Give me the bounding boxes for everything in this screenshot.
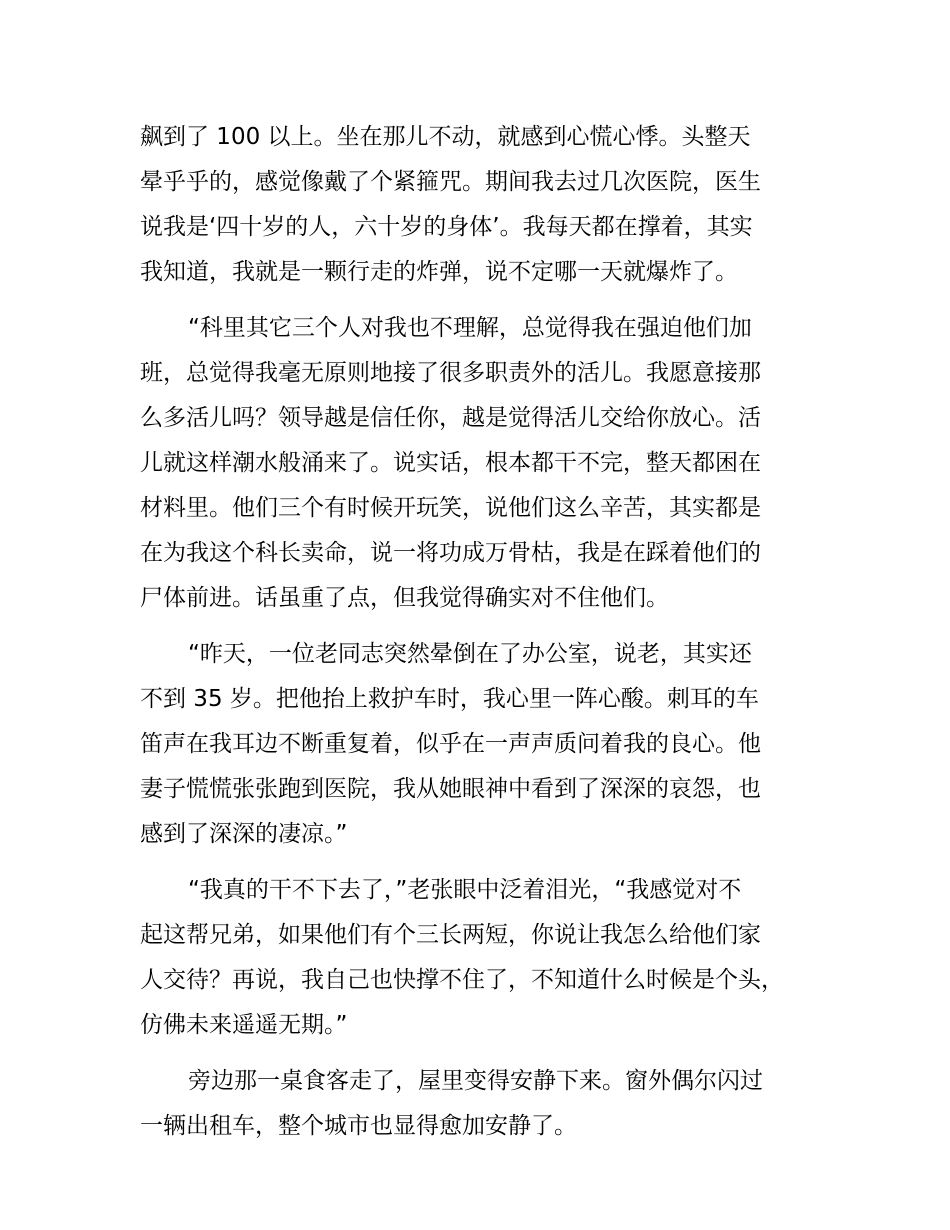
text-line: 飙到了 100 以上。坐在那儿不动，就感到心慌心悸。头整天 (140, 124, 751, 150)
text-line: 材料里。他们三个有时候开玩笑，说他们这么辛苦，其实都是 (140, 495, 761, 521)
paragraph (140, 115, 840, 295)
text-line: 不到 35 岁。把他抬上救护车时，我心里一阵心酸。刺耳的车 (140, 686, 759, 712)
text-line: 人交待？再说，我自己也快撑不住了，不知道什么时候是个头， (140, 967, 784, 993)
text-line: “我真的干不下去了，”老张眼中泛着泪光，“我感觉对不 (188, 877, 742, 903)
text-line: “昨天，一位老同志突然晕倒在了办公室，说老，其实还 (188, 641, 752, 667)
paragraph (140, 306, 840, 621)
text-line: 尸体前进。话虽重了点，但我觉得确实对不住他们。 (140, 585, 669, 611)
text-line: 儿就这样潮水般涌来了。说实话，根本都干不完，整天都困在 (140, 450, 761, 476)
text-line: 笛声在我耳边不断重复着，似乎在一声声质问着我的良心。他 (140, 731, 761, 757)
text-line: 我知道，我就是一颗行走的炸弹，说不定哪一天就爆炸了。 (140, 259, 738, 285)
text-line: 仿佛未来遥遥无期。” (140, 1012, 348, 1038)
text-line: 班，总觉得我毫无原则地接了很多职责外的活儿。我愿意接那 (140, 360, 761, 386)
text-line: 在为我这个科长卖命，说一将功成万骨枯，我是在踩着他们的 (140, 540, 761, 566)
paragraph (140, 1059, 840, 1149)
text-line: “科里其它三个人对我也不理解，总觉得我在强迫他们加 (188, 315, 752, 341)
document-body (140, 115, 840, 1160)
text-line: 晕乎乎的，感觉像戴了个紧箍咒。期间我去过几次医院，医生 (140, 169, 761, 195)
text-line: 起这帮兄弟，如果他们有个三长两短，你说让我怎么给他们家 (140, 922, 761, 948)
text-line: 感到了深深的凄凉。” (140, 821, 348, 847)
text-line: 一辆出租车，整个城市也显得愈加安静了。 (140, 1113, 577, 1139)
text-line: 说我是‘四十岁的人，六十岁的身体’。我每天都在撑着，其实 (140, 214, 753, 240)
text-line: 么多活儿吗？领导越是信任你，越是觉得活儿交给你放心。活 (140, 405, 761, 431)
paragraph (140, 868, 840, 1048)
text-line: 妻子慌慌张张跑到医院，我从她眼神中看到了深深的哀怨，也 (140, 776, 761, 802)
text-line: 旁边那一桌食客走了，屋里变得安静下来。窗外偶尔闪过 (188, 1068, 763, 1094)
paragraph (140, 632, 840, 857)
